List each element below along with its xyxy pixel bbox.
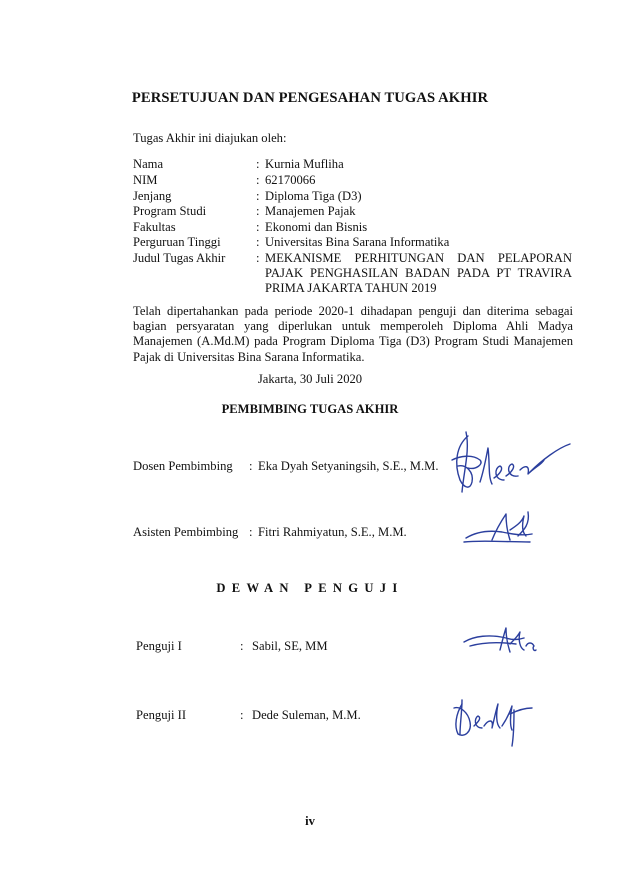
dosen-pembimbing-role: Dosen Pembimbing <box>133 459 233 473</box>
field-label: Nama <box>133 157 164 171</box>
asisten-pembimbing-name: Fitri Rahmiyatun, S.E., M.M. <box>258 525 407 539</box>
sign-colon: : <box>249 525 253 539</box>
penguji-1-name: Sabil, SE, MM <box>252 639 328 653</box>
penguji-1-role: Penguji I <box>136 639 182 653</box>
intro-text: Tugas Akhir ini diajukan oleh: <box>133 131 287 145</box>
penguji-2-role: Penguji II <box>136 708 187 722</box>
field-colon: : <box>256 173 260 187</box>
signature-asisten-pembimbing <box>462 508 542 548</box>
field-value: Manajemen Pajak <box>265 204 356 218</box>
field-label: Fakultas <box>133 220 176 234</box>
sign-colon: : <box>240 639 244 653</box>
field-colon: : <box>256 189 260 203</box>
place-date: Jakarta, 30 Juli 2020 <box>257 372 363 386</box>
dewan-penguji-heading: DEWAN PENGUJI <box>216 581 404 595</box>
field-colon: : <box>256 157 260 171</box>
field-colon: : <box>256 235 260 249</box>
field-value: Diploma Tiga (D3) <box>265 189 362 203</box>
page-number: iv <box>305 814 315 828</box>
field-colon: : <box>256 220 260 234</box>
field-value: Kurnia Mufliha <box>265 157 344 171</box>
sign-colon: : <box>249 459 253 473</box>
signature-dosen-pembimbing <box>446 430 576 500</box>
signature-penguji-1 <box>460 624 540 664</box>
asisten-pembimbing-role: Asisten Pembimbing <box>133 525 239 539</box>
field-label: Jenjang <box>133 189 172 203</box>
field-colon: : <box>256 251 260 265</box>
field-value: MEKANISME PERHITUNGAN DAN PELAPORAN PAJAK PENGHASILAN BADAN PADA PT TRAVIRA PRIMA JAKARTA TAHUN 2019 <box>265 251 572 295</box>
field-colon: : <box>256 204 260 218</box>
field-value: Universitas Bina Sarana Informatika <box>265 235 450 249</box>
field-label: Judul Tugas Akhir <box>133 251 226 265</box>
field-value: 62170066 <box>265 173 316 187</box>
signature-penguji-2 <box>448 696 538 752</box>
field-label: NIM <box>133 173 158 187</box>
page-title: PERSETUJUAN DAN PENGESAHAN TUGAS AKHIR <box>131 90 489 106</box>
pembimbing-heading: PEMBIMBING TUGAS AKHIR <box>221 402 399 416</box>
field-label: Program Studi <box>133 204 207 218</box>
dosen-pembimbing-name: Eka Dyah Setyaningsih, S.E., M.M. <box>258 459 439 473</box>
sign-colon: : <box>240 708 244 722</box>
field-label: Perguruan Tinggi <box>133 235 221 249</box>
statement-paragraph: Telah dipertahankan pada periode 2020-1 dihadapan penguji dan diterima sebagai bagian persyaratan yang diperlukan untuk memperoleh Diploma Ahli Madya Manajemen (A.Md.M) pada Program Diploma Tiga (D3) Program Studi Manajemen Pajak di Universitas Bina Sarana Informatika. <box>133 304 573 364</box>
field-value: Ekonomi dan Bisnis <box>265 220 368 234</box>
penguji-2-name: Dede Suleman, M.M. <box>252 708 361 722</box>
